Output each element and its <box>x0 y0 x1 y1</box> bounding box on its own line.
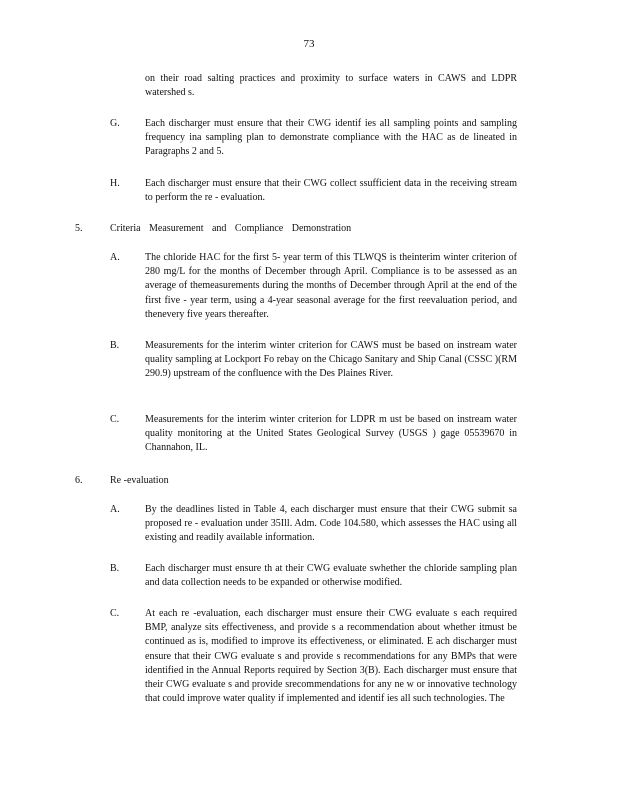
section-5-item-text-c: Measurements for the interim winter criterion for LDPR m ust be based on instream water quality monitoring at the United States Geological Survey (USGS ) gage 05539670 in Channahon, IL. <box>145 414 517 454</box>
section-6-item-label-a: A. <box>110 504 120 515</box>
section-5-item-label-c: C. <box>110 414 120 425</box>
continuation-paragraph: on their road salting practices and proximity to surface waters in CAWS and LDPR watershed s. <box>145 73 517 99</box>
section-6-item-text-c: At each re -evaluation, each discharger must ensure their CWG evaluate s each required BMP, analyze sits effectiveness, and provide s a recommendation about whether itmust be continued as is, modified to improve its effectiveness, or eliminated. E ach discharger must ensure that their CWG evaluate s and provide s recommendations for any BMPs that were identified in the Annual Reports required by Section 3(B). Each discharger must ensure that their CWG evaluate s and provide srecommendations for any ne w or innovative technology that could improve water quality if implemented and identif ies all such technologies. The <box>145 608 517 705</box>
section-6-item-label-c: C. <box>110 608 120 619</box>
item-label-h: H. <box>110 178 120 189</box>
item-text-g: Each discharger must ensure that their CWG identif ies all sampling points and sampling frequency ina sampling plan to demonstrate compliance with the HAC as de lineated in Paragraphs 2 and 5. <box>145 118 517 158</box>
item-text-h: Each discharger must ensure that their CWG collect ssufficient data in the receiving stream to perform the re - evaluation. <box>145 178 517 204</box>
section-5-item-text-a: The chloride HAC for the first 5- year term of this TLWQS is theinterim winter criterion of 280 mg/L for the months of December through April. Compliance is to be assessed as an average of themeasurements during the months of December through April at the end of the first five - year term, using a 4-year seasonal average for the first reevaluation period, and thenevery five years thereafter. <box>145 252 517 320</box>
section-6-item-text-a: By the deadlines listed in Table 4, each discharger must ensure that their CWG submit sa proposed re - evaluation under 35Ill. Adm. Code 104.580, which assesses the HAC using all existing and readily available information. <box>145 504 517 544</box>
section-5-item-label-a: A. <box>110 252 120 263</box>
section-5-item-label-b: B. <box>110 340 120 351</box>
item-label-g: G. <box>110 118 120 129</box>
section-6-item-label-b: B. <box>110 563 120 574</box>
section-6-item-text-b: Each discharger must ensure th at their CWG evaluate swhether the chloride sampling plan and data collection needs to be expanded or otherwise modified. <box>145 563 517 589</box>
section-6-number: 6. <box>75 475 83 486</box>
section-5-item-text-b: Measurements for the interim winter criterion for CAWS must be based on instream water quality sampling at Lockport Fo rebay on the Chicago Sanitary and Ship Canal (CSSC )(RM 290.9) upstream of the confluence with the Des Plaines River. <box>145 340 517 380</box>
section-5-title: Criteria Measurement and Compliance Demonstration <box>110 223 352 234</box>
page-number: 73 <box>303 38 315 50</box>
section-6-title: Re -evaluation <box>110 475 169 486</box>
section-5-number: 5. <box>75 223 83 234</box>
